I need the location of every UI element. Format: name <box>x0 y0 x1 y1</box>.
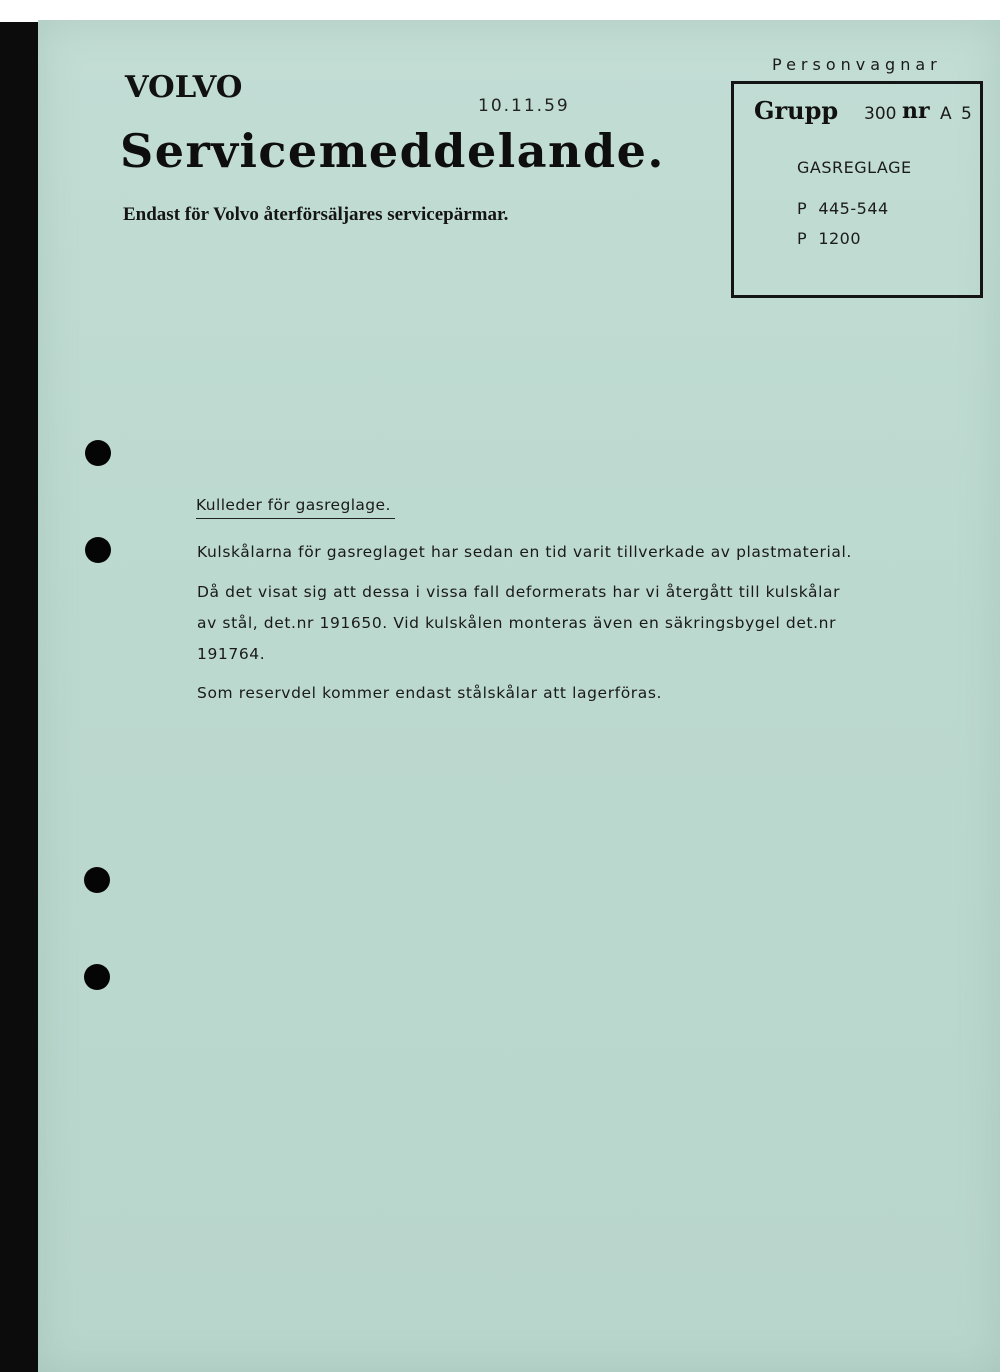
paragraph-line: Kulskålarna för gasreglaget har sedan en tid varit tillverkade av plastmaterial. <box>197 543 852 561</box>
nr-value: A 5 <box>940 104 974 124</box>
paragraph-line: 191764. <box>197 645 266 663</box>
grupp-value: 300 <box>864 104 897 124</box>
model-line: P 445-544 <box>797 199 889 218</box>
grupp-label: Grupp <box>754 96 839 125</box>
brand-logo: VOLVO <box>124 70 243 105</box>
paragraph-line: av stål, det.nr 191650. Vid kulskålen monteras även en säkringsbygel det.nr <box>197 614 837 632</box>
category-label: Personvagnar <box>772 55 942 74</box>
document-title: Servicemeddelande. <box>120 124 665 178</box>
paragraph-line: Som reservdel kommer endast stålskålar att lagerföras. <box>197 684 663 702</box>
nr-label: nr <box>902 98 930 124</box>
document-subtitle: Endast för Volvo återförsäljares servicepärmar. <box>123 204 509 225</box>
paragraph-line: Då det visat sig att dessa i vissa fall deformerats har vi återgått till kulskålar <box>197 583 841 601</box>
punch-hole <box>85 537 111 563</box>
punch-hole <box>85 440 111 466</box>
info-box <box>731 81 983 298</box>
section-heading: Kulleder för gasreglage. <box>196 496 395 519</box>
model-line: P 1200 <box>797 229 862 248</box>
topic-label: GASREGLAGE <box>797 158 912 177</box>
issue-date: 10.11.59 <box>478 96 570 116</box>
punch-hole <box>84 867 110 893</box>
punch-hole <box>84 964 110 990</box>
binder-strip <box>0 22 40 1372</box>
